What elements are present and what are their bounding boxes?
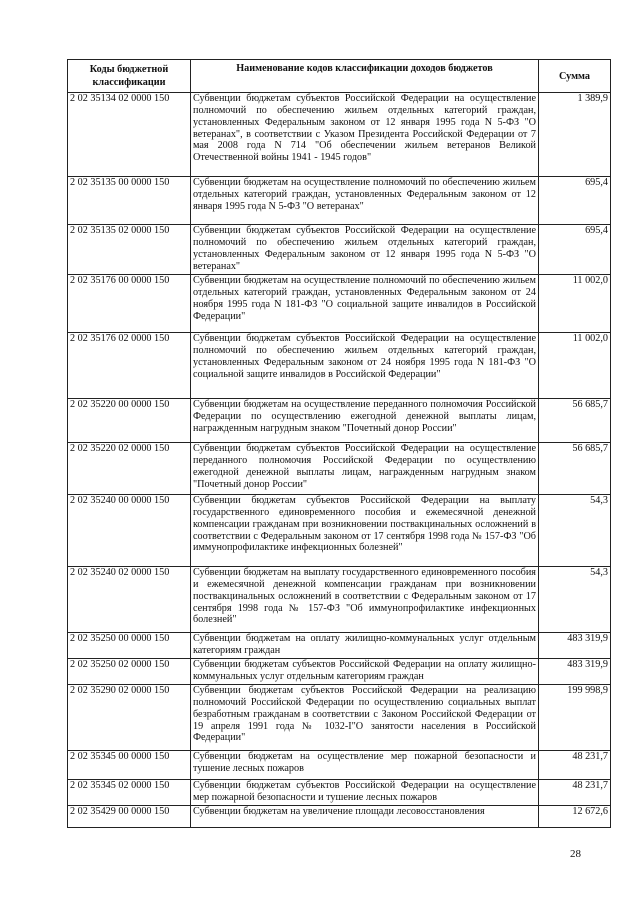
table-header-row [68, 60, 611, 93]
row-code: 2 02 35240 00 0000 150 [68, 495, 191, 567]
table-row [68, 443, 611, 495]
row-name: Субвенции бюджетам субъектов Российской Федерации на осуществление полномочий по обеспечению жильем отдельных категорий граждан, установленных Федеральным законом от 12 января 1995 года N 5-ФЗ "О ветеранах" [191, 225, 539, 275]
header-income-names: Наименование кодов классификации доходов бюджетов [191, 60, 539, 93]
header-sum: Сумма [539, 60, 611, 93]
row-name: Субвенции бюджетам на выплату государственного единовременного пособия и ежемесячной денежной компенсации гражданам при возникновении поствакцинальных осложнений в соответствии с Федеральным законом от 17 сентября 1998 года № 157-ФЗ "Об иммунопрофилактике инфекционных болезней" [191, 567, 539, 633]
row-sum: 483 319,9 [539, 659, 611, 685]
row-code: 2 02 35176 00 0000 150 [68, 275, 191, 333]
table-row [68, 399, 611, 443]
row-sum: 48 231,7 [539, 751, 611, 780]
header-budget-codes: Коды бюджетной классификации [68, 60, 191, 93]
table-row [68, 225, 611, 275]
row-code: 2 02 35135 00 0000 150 [68, 177, 191, 225]
table-row [68, 685, 611, 751]
row-name: Субвенции бюджетам субъектов Российской Федерации на реализацию полномочий Российской Федерации по осуществлению социальных выплат безработным гражданам в соответствии с Законом Российской Федерации от 19 апреля 1991 года № 1032-I"О занятости населения в Российской Федерации" [191, 685, 539, 751]
row-sum: 56 685,7 [539, 399, 611, 443]
row-name: Субвенции бюджетам субъектов Российской Федерации на осуществление переданного полномочия Российской Федерации по осуществлению ежегодной денежной выплаты лицам, награжденным нагрудным знаком "Почетный донор России" [191, 443, 539, 495]
table-row [68, 751, 611, 780]
row-sum: 12 672,6 [539, 806, 611, 828]
row-code: 2 02 35290 02 0000 150 [68, 685, 191, 751]
row-code: 2 02 35345 00 0000 150 [68, 751, 191, 780]
row-code: 2 02 35135 02 0000 150 [68, 225, 191, 275]
row-code: 2 02 35176 02 0000 150 [68, 333, 191, 399]
row-name: Субвенции бюджетам на осуществление полномочий по обеспечению жильем отдельных категорий граждан, установленных Федеральным законом от 24 ноября 1995 года N 181-ФЗ "О социальной защите инвалидов в Российской Федерации" [191, 275, 539, 333]
row-code: 2 02 35429 00 0000 150 [68, 806, 191, 828]
table-row [68, 495, 611, 567]
row-name: Субвенции бюджетам субъектов Российской Федерации на оплату жилищно-коммунальных услуг отдельным категориям граждан [191, 659, 539, 685]
row-sum: 199 998,9 [539, 685, 611, 751]
table-row [68, 567, 611, 633]
row-sum: 11 002,0 [539, 333, 611, 399]
row-name: Субвенции бюджетам на осуществление мер пожарной безопасности и тушение лесных пожаров [191, 751, 539, 780]
row-sum: 1 389,9 [539, 93, 611, 177]
row-sum: 695,4 [539, 177, 611, 225]
row-name: Субвенции бюджетам на увеличение площади лесовосстановления [191, 806, 539, 828]
row-name: Субвенции бюджетам на оплату жилищно-коммунальных услуг отдельным категориям граждан [191, 633, 539, 659]
row-sum: 54,3 [539, 567, 611, 633]
row-sum: 54,3 [539, 495, 611, 567]
budget-table [67, 59, 611, 828]
row-code: 2 02 35134 02 0000 150 [68, 93, 191, 177]
row-sum: 695,4 [539, 225, 611, 275]
table-row [68, 780, 611, 806]
table-row [68, 177, 611, 225]
row-name: Субвенции бюджетам субъектов Российской Федерации на осуществление мер пожарной безопасности и тушение лесных пожаров [191, 780, 539, 806]
row-name: Субвенции бюджетам на осуществление переданного полномочия Российской Федерации по осуществлению ежегодной денежной выплаты лицам, награжденным нагрудным знаком "Почетный донор России" [191, 399, 539, 443]
table-row [68, 659, 611, 685]
row-code: 2 02 35345 02 0000 150 [68, 780, 191, 806]
row-code: 2 02 35220 00 0000 150 [68, 399, 191, 443]
table-row [68, 275, 611, 333]
row-sum: 11 002,0 [539, 275, 611, 333]
table-row [68, 633, 611, 659]
row-name: Субвенции бюджетам субъектов Российской Федерации на осуществление полномочий по обеспечению жильем отдельных категорий граждан, установленных Федеральным законом от 12 января 1995 года N 5-ФЗ "О ветеранах", в соответствии с Указом Президента Российской Федерации от 7 мая 2008 года N 714 "Об обеспечении жильем ветеранов Великой Отечественной войны 1941 - 1945 годов" [191, 93, 539, 177]
row-sum: 56 685,7 [539, 443, 611, 495]
row-name: Субвенции бюджетам субъектов Российской Федерации на выплату государственного единовременного пособия и ежемесячной денежной компенсации гражданам при возникновении поствакцинальных осложнений в соответствии с Федеральным законом от 17 сентября 1998 года № 157-ФЗ "Об иммунопрофилактике инфекционных болезней" [191, 495, 539, 567]
row-code: 2 02 35240 02 0000 150 [68, 567, 191, 633]
row-code: 2 02 35220 02 0000 150 [68, 443, 191, 495]
page-number: 28 [570, 848, 581, 860]
row-code: 2 02 35250 00 0000 150 [68, 633, 191, 659]
row-sum: 48 231,7 [539, 780, 611, 806]
table-row [68, 806, 611, 828]
row-code: 2 02 35250 02 0000 150 [68, 659, 191, 685]
row-sum: 483 319,9 [539, 633, 611, 659]
row-name: Субвенции бюджетам субъектов Российской Федерации на осуществление полномочий по обеспечению жильем отдельных категорий граждан, установленных Федеральным законом от 24 ноября 1995 года N 181-ФЗ "О социальной защите инвалидов в Российской Федерации" [191, 333, 539, 399]
row-name: Субвенции бюджетам на осуществление полномочий по обеспечению жильем отдельных категорий граждан, установленных Федеральным законом от 12 января 1995 года N 5-ФЗ "О ветеранах" [191, 177, 539, 225]
table-row [68, 333, 611, 399]
table-row [68, 93, 611, 177]
